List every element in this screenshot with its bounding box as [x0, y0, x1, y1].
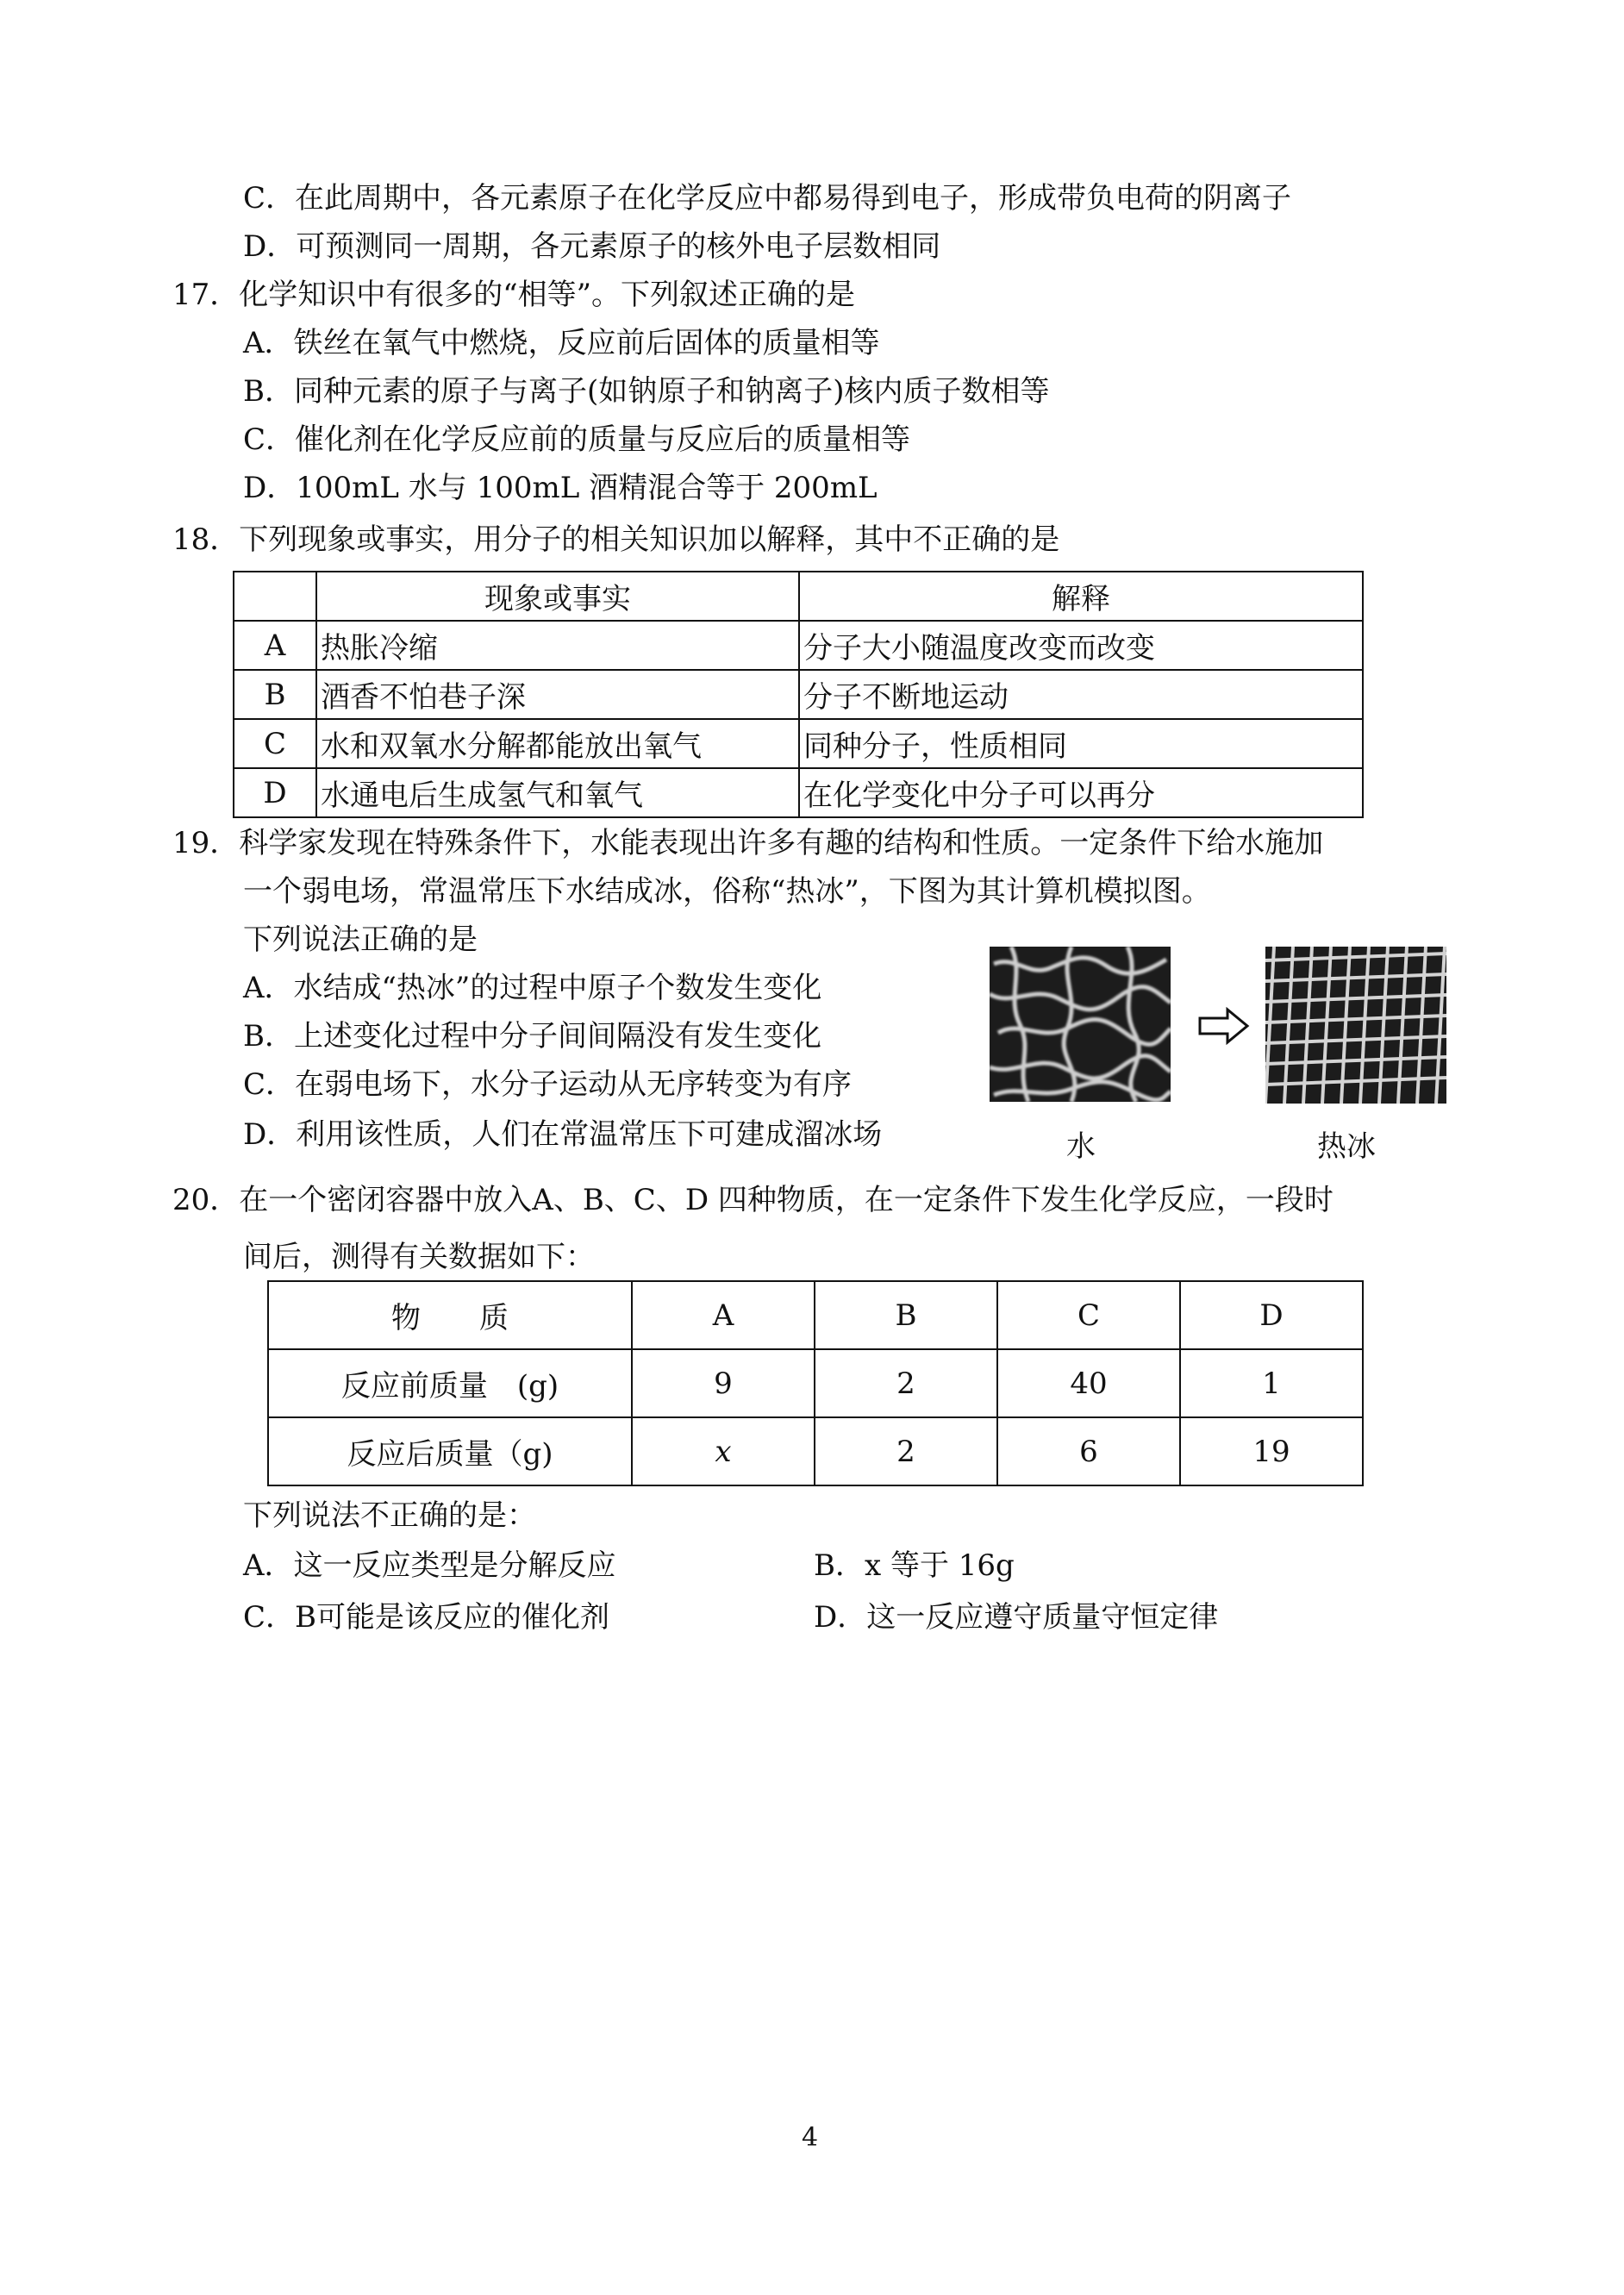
table-row — [234, 670, 1363, 719]
table-cell: 2 — [815, 1417, 997, 1485]
row-key: A — [234, 621, 316, 670]
table-header-row — [234, 572, 1363, 621]
row-key: B — [234, 670, 316, 719]
hot-ice-structure-image — [1265, 947, 1446, 1104]
q19-option-b: B．上述变化过程中分子间间隔没有发生变化 — [243, 1019, 821, 1054]
table-header-cell: 现象或事实 — [316, 572, 799, 621]
table-row — [234, 621, 1363, 670]
row-explain: 分子不断地运动 — [799, 670, 1363, 719]
q20-stem-line1: 20．在一个密闭容器中放入A、B、C、D 四种物质，在一定条件下发生化学反应，一段时 — [172, 1183, 1334, 1217]
table-row — [268, 1349, 1363, 1417]
water-structure-image — [990, 947, 1171, 1102]
table-cell: 1 — [1180, 1349, 1363, 1417]
q18-table — [233, 571, 1364, 818]
q17-option-b: B．同种元素的原子与离子(如钠原子和钠离子)核内质子数相等 — [243, 374, 1050, 409]
table-cell: 40 — [997, 1349, 1180, 1417]
table-header-cell: C — [997, 1281, 1180, 1349]
q19-option-a: A．水结成“热冰”的过程中原子个数发生变化 — [243, 971, 822, 1005]
table-header-cell: D — [1180, 1281, 1363, 1349]
q20-option-a: A．这一反应类型是分解反应 — [243, 1548, 616, 1583]
q20-option-d: D．这一反应遵守质量守恒定律 — [814, 1600, 1219, 1635]
q17-option-d: D．100mL 水与 100mL 酒精混合等于 200mL — [243, 471, 878, 505]
q18-stem: 18．下列现象或事实，用分子的相关知识加以解释，其中不正确的是 — [172, 522, 1060, 557]
q19-stem-line1: 19．科学家发现在特殊条件下，水能表现出许多有趣的结构和性质。一定条件下给水施加 — [172, 826, 1324, 860]
table-cell: x — [632, 1417, 815, 1485]
q16-option-c: C．在此周期中，各元素原子在化学反应中都易得到电子，形成带负电荷的阴离子 — [243, 181, 1292, 216]
row-fact: 水通电后生成氢气和氧气 — [316, 768, 799, 817]
row-explain: 分子大小随温度改变而改变 — [799, 621, 1363, 670]
table-header-cell: 物 质 — [268, 1281, 632, 1349]
page-number: 4 — [802, 2123, 819, 2153]
row-key: C — [234, 719, 316, 768]
q20-option-c: C．B可能是该反应的催化剂 — [243, 1600, 609, 1635]
q19-option-c: C．在弱电场下，水分子运动从无序转变为有序 — [243, 1067, 853, 1102]
row-fact: 热胀冷缩 — [316, 621, 799, 670]
table-header-cell — [234, 572, 316, 621]
q16-option-d: D．可预测同一周期，各元素原子的核外电子层数相同 — [243, 229, 941, 264]
q17-option-a: A．铁丝在氧气中燃烧，反应前后固体的质量相等 — [243, 326, 880, 360]
row-label: 反应后质量（g) — [268, 1417, 632, 1485]
table-row — [268, 1417, 1363, 1485]
row-fact: 水和双氧水分解都能放出氧气 — [316, 719, 799, 768]
q19-option-d: D．利用该性质，人们在常温常压下可建成溜冰场 — [243, 1117, 883, 1152]
row-explain: 同种分子，性质相同 — [799, 719, 1363, 768]
q20-table — [267, 1280, 1364, 1486]
hot-ice-caption: 热冰 — [1317, 1129, 1376, 1164]
row-explain: 在化学变化中分子可以再分 — [799, 768, 1363, 817]
water-caption: 水 — [1066, 1129, 1096, 1164]
q19-stem-line3: 下列说法正确的是 — [243, 922, 478, 957]
row-label: 反应前质量 (g) — [268, 1349, 632, 1417]
q17-stem: 17．化学知识中有很多的“相等”。下列叙述正确的是 — [172, 278, 856, 312]
table-header-row — [268, 1281, 1363, 1349]
q17-option-c: C．催化剂在化学反应前的质量与反应后的质量相等 — [243, 422, 911, 457]
table-cell: 2 — [815, 1349, 997, 1417]
q20-option-b: B．x 等于 16g — [814, 1548, 1015, 1583]
q20-prompt: 下列说法不正确的是： — [243, 1498, 536, 1533]
table-row — [234, 768, 1363, 817]
table-cell: 6 — [997, 1417, 1180, 1485]
q19-stem-line2: 一个弱电场，常温常压下水结成冰，俗称“热冰”，下图为其计算机模拟图。 — [243, 874, 1211, 909]
row-key: D — [234, 768, 316, 817]
table-header-cell: 解释 — [799, 572, 1363, 621]
table-cell: 9 — [632, 1349, 815, 1417]
table-header-cell: A — [632, 1281, 815, 1349]
table-row — [234, 719, 1363, 768]
q20-stem-line2: 间后，测得有关数据如下： — [243, 1240, 595, 1274]
table-cell: 19 — [1180, 1417, 1363, 1485]
table-header-cell: B — [815, 1281, 997, 1349]
right-arrow-icon — [1198, 1007, 1250, 1045]
row-fact: 酒香不怕巷子深 — [316, 670, 799, 719]
